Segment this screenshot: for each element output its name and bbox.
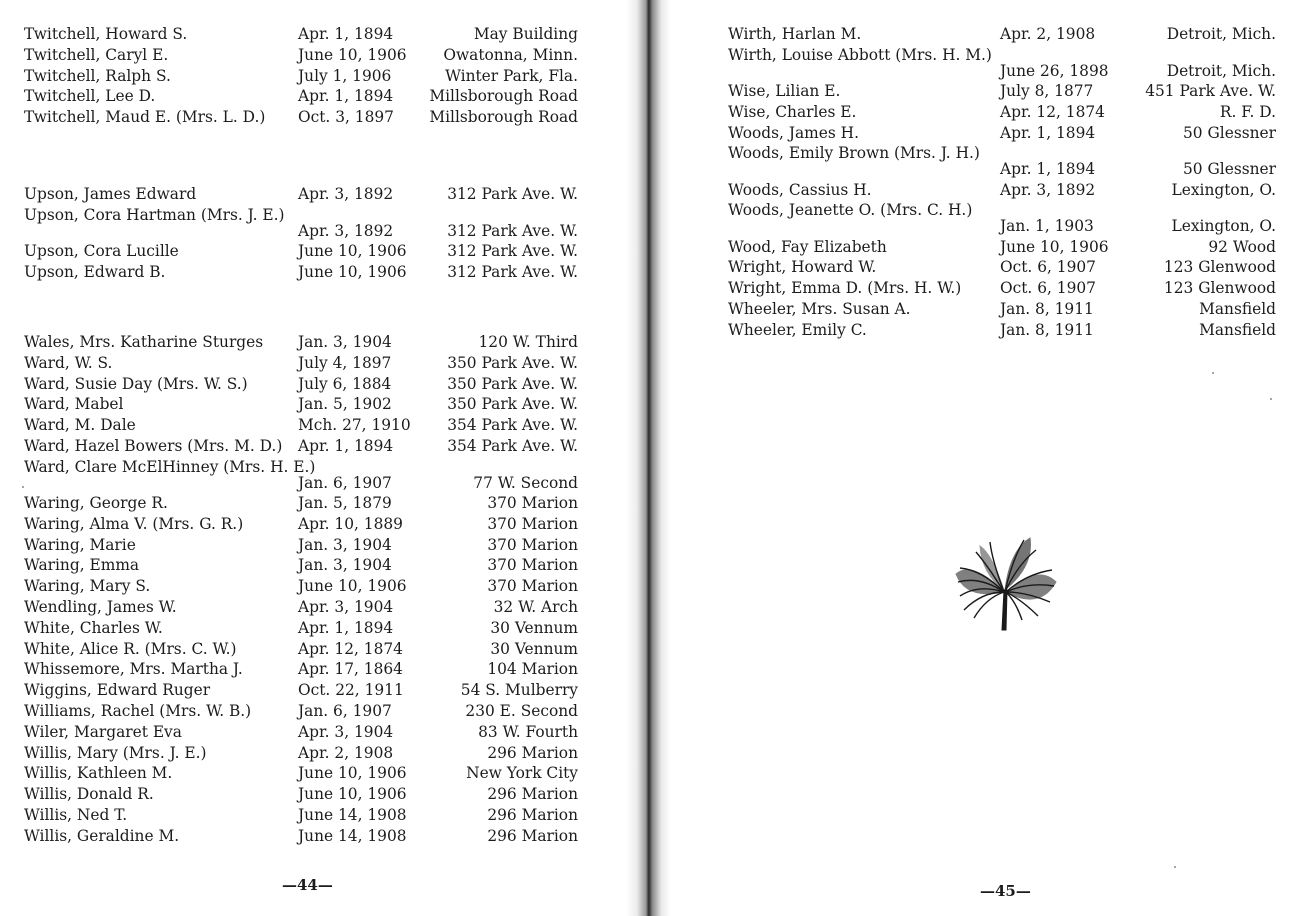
member-name: Williams, Rachel (Mrs. W. B.)	[24, 701, 252, 720]
member-date: Jan. 1, 1903	[1000, 217, 1094, 236]
member-date: June 10, 1906	[298, 262, 407, 281]
member-name: Upson, James Edward	[24, 185, 197, 203]
directory-entry	[0, 784, 640, 805]
member-name: Willis, Kathleen M.	[24, 764, 173, 783]
member-date: July 6, 1884	[298, 374, 392, 393]
member-date: Jan. 8, 1911	[1000, 320, 1094, 339]
member-address: Lexington, O.	[1171, 180, 1276, 199]
directory-entry	[0, 205, 640, 241]
member-name: Whissemore, Mrs. Martha J.	[24, 660, 243, 679]
directory-entry	[662, 299, 1300, 320]
member-address: 312 Park Ave. W.	[447, 262, 578, 281]
member-date: Oct. 22, 1911	[298, 681, 404, 700]
member-date: Apr. 3, 1892	[298, 221, 394, 240]
section-t	[0, 24, 640, 128]
member-name: Waring, Marie	[24, 535, 136, 554]
member-address: 296 Marion	[487, 826, 578, 845]
section-w	[0, 332, 640, 847]
member-name: Ward, Clare McElHinney (Mrs. H. E.)	[24, 457, 316, 476]
member-name: Waring, George R.	[24, 493, 168, 512]
member-date: June 10, 1906	[298, 577, 407, 596]
member-address: 451 Park Ave. W.	[1145, 81, 1276, 100]
member-address: Mansfield	[1199, 299, 1276, 318]
member-date: Apr. 1, 1894	[298, 618, 394, 637]
page-number-45: —45—	[980, 882, 1031, 900]
paper-speck	[22, 486, 24, 488]
member-date: June 10, 1906	[298, 785, 407, 804]
member-name: Twitchell, Lee D.	[24, 87, 156, 106]
member-date: Jan. 8, 1911	[1000, 299, 1094, 318]
directory-entry	[662, 257, 1300, 278]
member-name: Wiggins, Edward Ruger	[24, 681, 211, 700]
directory-entry	[0, 332, 640, 353]
member-address: 354 Park Ave. W.	[447, 436, 578, 455]
section-u	[0, 184, 640, 283]
directory-entry	[662, 45, 1300, 81]
section-w-continued	[662, 24, 1300, 341]
member-name: Wise, Charles E.	[728, 102, 857, 121]
directory-entry	[662, 180, 1300, 201]
directory-entry	[0, 576, 640, 597]
member-name: Ward, M. Dale	[24, 416, 136, 435]
directory-entry	[0, 826, 640, 847]
directory-entry	[0, 639, 640, 660]
directory-entry	[0, 107, 640, 128]
member-name: Wirth, Harlan M.	[728, 25, 862, 43]
member-name: Woods, Emily Brown (Mrs. J. H.)	[728, 144, 980, 163]
member-date: June 10, 1906	[1000, 237, 1109, 256]
directory-entry	[0, 45, 640, 66]
member-date: June 10, 1906	[298, 764, 407, 783]
member-date: Oct. 6, 1907	[1000, 279, 1096, 298]
directory-entry	[0, 555, 640, 576]
member-date: Apr. 1, 1894	[1000, 160, 1096, 179]
member-date: July 1, 1906	[298, 66, 392, 85]
page-number-44: —44—	[282, 876, 333, 894]
member-name: Wendling, James W.	[24, 597, 177, 616]
member-name: Waring, Alma V. (Mrs. G. R.)	[24, 514, 244, 533]
member-name: Upson, Cora Lucille	[24, 241, 179, 260]
member-address: R. F. D.	[1219, 102, 1276, 121]
member-name: Wheeler, Mrs. Susan A.	[728, 299, 911, 318]
member-address: 350 Park Ave. W.	[447, 374, 578, 393]
member-name: Wirth, Louise Abbott (Mrs. H. M.)	[728, 45, 992, 64]
member-address: Millsborough Road	[429, 87, 578, 106]
member-address: 30 Vennum	[490, 618, 578, 637]
member-name: Willis, Mary (Mrs. J. E.)	[24, 743, 207, 762]
member-date: Apr. 3, 1892	[1000, 180, 1096, 199]
right-page	[662, 0, 1300, 916]
member-address: 370 Marion	[487, 577, 578, 596]
paper-speck	[1270, 398, 1272, 400]
member-address: 120 W. Third	[478, 333, 578, 351]
member-date: Apr. 3, 1904	[298, 597, 394, 616]
member-address: 77 W. Second	[473, 473, 578, 492]
member-name: Wood, Fay Elizabeth	[728, 237, 887, 256]
directory-entry	[662, 237, 1300, 258]
member-name: Woods, James H.	[728, 123, 859, 142]
member-address: 30 Vennum	[490, 639, 578, 658]
directory-entry	[662, 123, 1300, 144]
directory-entry	[0, 24, 640, 45]
directory-entry	[662, 143, 1300, 179]
member-address: 312 Park Ave. W.	[447, 221, 578, 240]
member-date: Apr. 1, 1894	[298, 436, 394, 455]
directory-entry	[0, 618, 640, 639]
member-date: Apr. 3, 1892	[298, 185, 394, 203]
directory-entry	[0, 763, 640, 784]
member-date: June 14, 1908	[298, 826, 407, 845]
member-date: Apr. 3, 1904	[298, 722, 394, 741]
member-address: Detroit, Mich.	[1166, 25, 1276, 43]
member-address: 104 Marion	[487, 660, 578, 679]
member-name: Wiler, Margaret Eva	[24, 722, 182, 741]
member-name: Ward, W. S.	[24, 353, 113, 372]
member-address: 54 S. Mulberry	[460, 681, 578, 700]
member-address: Mansfield	[1199, 320, 1276, 339]
directory-entry	[0, 184, 640, 205]
member-date: Apr. 1, 1894	[1000, 123, 1096, 142]
member-address: 83 W. Fourth	[478, 722, 578, 741]
directory-entry	[662, 320, 1300, 341]
member-address: 370 Marion	[487, 535, 578, 554]
member-date: Apr. 2, 1908	[1000, 25, 1096, 43]
directory-entry	[0, 743, 640, 764]
member-address: Detroit, Mich.	[1166, 61, 1276, 80]
member-address: 370 Marion	[487, 493, 578, 512]
member-name: Waring, Emma	[24, 556, 140, 575]
member-date: Jan. 6, 1907	[298, 701, 392, 720]
member-name: White, Charles W.	[24, 618, 163, 637]
member-address: 312 Park Ave. W.	[447, 241, 578, 260]
member-name: Wright, Emma D. (Mrs. H. W.)	[728, 279, 962, 298]
directory-entry	[0, 535, 640, 556]
member-date: Jan. 5, 1902	[298, 395, 392, 414]
paper-speck	[1174, 866, 1176, 868]
member-address: 312 Park Ave. W.	[447, 185, 578, 203]
member-date: Jan. 3, 1904	[298, 333, 392, 351]
directory-entry	[0, 514, 640, 535]
directory-entry	[0, 241, 640, 262]
paper-speck	[1212, 372, 1214, 374]
directory-entry	[0, 374, 640, 395]
member-name: Wise, Lilian E.	[728, 81, 841, 100]
directory-entry	[0, 457, 640, 493]
member-address: New York City	[466, 764, 578, 783]
member-address: 296 Marion	[487, 743, 578, 762]
member-date: Apr. 1, 1894	[298, 25, 394, 43]
member-name: Willis, Donald R.	[24, 785, 154, 804]
member-address: 92 Wood	[1208, 237, 1276, 256]
directory-entry	[662, 81, 1300, 102]
member-address: 370 Marion	[487, 556, 578, 575]
palm-frond-ornament-icon	[952, 530, 1058, 634]
member-name: Twitchell, Howard S.	[24, 25, 188, 43]
directory-entry	[0, 415, 640, 436]
member-address: Owatonna, Minn.	[443, 45, 578, 64]
member-name: Ward, Mabel	[24, 395, 124, 414]
member-address: Winter Park, Fla.	[445, 66, 578, 85]
member-date: June 14, 1908	[298, 805, 407, 824]
directory-entry	[0, 353, 640, 374]
member-address: Millsborough Road	[429, 108, 578, 127]
member-address: 296 Marion	[487, 785, 578, 804]
member-name: Twitchell, Ralph S.	[24, 66, 171, 85]
member-name: Wales, Mrs. Katharine Sturges	[24, 333, 264, 351]
directory-entry	[0, 680, 640, 701]
member-date: Apr. 12, 1874	[1000, 102, 1105, 121]
left-page	[0, 0, 640, 916]
member-date: Apr. 10, 1889	[298, 514, 403, 533]
member-name: Woods, Jeanette O. (Mrs. C. H.)	[728, 201, 973, 220]
member-name: Wright, Howard W.	[728, 258, 877, 277]
member-name: White, Alice R. (Mrs. C. W.)	[24, 639, 237, 658]
directory-entry	[0, 86, 640, 107]
directory-entry	[0, 722, 640, 743]
directory-entry	[0, 597, 640, 618]
member-date: Oct. 6, 1907	[1000, 258, 1096, 277]
directory-entry	[662, 24, 1300, 45]
member-name: Ward, Hazel Bowers (Mrs. M. D.)	[24, 436, 283, 455]
member-date: Apr. 17, 1864	[298, 660, 403, 679]
directory-entry	[662, 278, 1300, 299]
member-date: Mch. 27, 1910	[298, 416, 411, 435]
member-date: June 26, 1898	[1000, 61, 1109, 80]
directory-entry	[0, 805, 640, 826]
member-address: May Building	[473, 25, 578, 43]
member-date: Jan. 3, 1904	[298, 535, 392, 554]
member-name: Upson, Edward B.	[24, 262, 166, 281]
member-address: 50 Glessner	[1183, 160, 1276, 179]
directory-entry	[662, 102, 1300, 123]
member-address: 350 Park Ave. W.	[447, 353, 578, 372]
member-address: 32 W. Arch	[493, 597, 578, 616]
member-date: Apr. 2, 1908	[298, 743, 394, 762]
member-date: Oct. 3, 1897	[298, 108, 394, 127]
member-address: 350 Park Ave. W.	[447, 395, 578, 414]
directory-entry	[0, 701, 640, 722]
member-address: 123 Glenwood	[1163, 279, 1276, 298]
member-address: Lexington, O.	[1171, 217, 1276, 236]
member-name: Twitchell, Caryl E.	[24, 45, 169, 64]
member-name: Willis, Geraldine M.	[24, 826, 180, 845]
member-address: 230 E. Second	[465, 701, 578, 720]
member-date: July 4, 1897	[298, 353, 392, 372]
member-address: 296 Marion	[487, 805, 578, 824]
member-date: Apr. 12, 1874	[298, 639, 403, 658]
member-date: July 8, 1877	[1000, 81, 1094, 100]
directory-entry	[0, 394, 640, 415]
directory-entry	[0, 659, 640, 680]
member-address: 50 Glessner	[1183, 123, 1276, 142]
member-name: Woods, Cassius H.	[728, 180, 872, 199]
member-address: 354 Park Ave. W.	[447, 416, 578, 435]
member-name: Waring, Mary S.	[24, 577, 151, 596]
directory-entry	[0, 436, 640, 457]
member-date: June 10, 1906	[298, 241, 407, 260]
member-name: Ward, Susie Day (Mrs. W. S.)	[24, 374, 248, 393]
member-name: Wheeler, Emily C.	[728, 320, 867, 339]
member-address: 123 Glenwood	[1163, 258, 1276, 277]
member-name: Upson, Cora Hartman (Mrs. J. E.)	[24, 205, 285, 224]
member-date: Jan. 6, 1907	[298, 473, 392, 492]
directory-entry	[0, 493, 640, 514]
member-name: Willis, Ned T.	[24, 805, 128, 824]
directory-entry	[0, 262, 640, 283]
member-date: Jan. 5, 1879	[298, 493, 392, 512]
directory-entry	[0, 66, 640, 87]
member-address: 370 Marion	[487, 514, 578, 533]
directory-entry	[662, 200, 1300, 236]
member-name: Twitchell, Maud E. (Mrs. L. D.)	[24, 108, 266, 127]
member-date: June 10, 1906	[298, 45, 407, 64]
member-date: Apr. 1, 1894	[298, 87, 394, 106]
member-date: Jan. 3, 1904	[298, 556, 392, 575]
